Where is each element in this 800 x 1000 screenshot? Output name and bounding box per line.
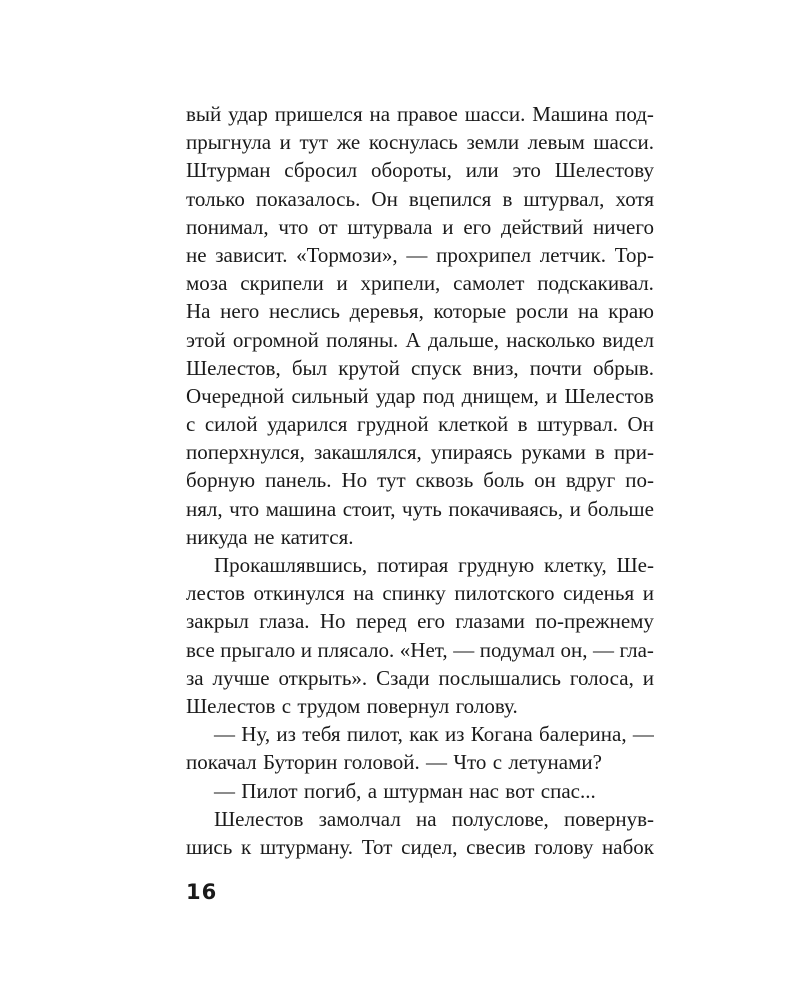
- body-text: [186, 100, 654, 861]
- text-line: лестов откинулся на спинку пилотского сиденья и: [186, 581, 654, 606]
- text-line: покачал Буторин головой. — Что с летунами?: [186, 750, 602, 775]
- text-line: этой огромной поляны. А дальше, насколько видел: [186, 327, 654, 352]
- text-line: за лучше открыть». Сзади послышались голоса, и: [186, 665, 654, 690]
- text-line: закрыл глаза. Но перед его глазами по-прежнему: [186, 609, 654, 634]
- text-line: моза скрипели и хрипели, самолет подскакивал.: [186, 271, 654, 296]
- text-line: понимал, что от штурвала и его действий ничего: [186, 214, 654, 239]
- text-line: Шелестов замолчал на полуслове, повернув-: [214, 806, 654, 831]
- text-line: На него неслись деревья, которые росли на краю: [186, 299, 654, 324]
- text-line: с силой ударился грудной клеткой в штурвал. Он: [186, 412, 654, 437]
- text-line: вый удар пришелся на правое шасси. Машина под-: [186, 102, 654, 126]
- text-line: только показалось. Он вцепился в штурвал, хотя: [186, 186, 654, 211]
- text-line: Прокашлявшись, потирая грудную клетку, Ше-: [214, 553, 654, 577]
- text-line: Шелестов, был крутой спуск вниз, почти обрыв.: [186, 355, 654, 380]
- text-line: нял, что машина стоит, чуть покачиваясь, и больше: [186, 496, 654, 521]
- text-line: поперхнулся, закашлялся, упираясь руками в при-: [186, 440, 654, 465]
- text-line: никуда не катится.: [186, 524, 354, 549]
- text-line: не зависит. «Тормози», — прохрипел летчик. Тор-: [186, 242, 654, 267]
- text-line: Очередной сильный удар под днищем, и Шелестов: [186, 383, 654, 408]
- text-line: шись к штурману. Тот сидел, свесив голову набок: [186, 834, 654, 859]
- text-line: Штурман сбросил обороты, или это Шелестову: [186, 158, 654, 183]
- text-line: прыгнула и тут же коснулась земли левым шасси.: [186, 130, 654, 155]
- page-number: 16: [186, 880, 218, 904]
- text-line: все прыгало и плясало. «Нет, — подумал он, — гла-: [186, 637, 654, 662]
- text-line: — Пилот погиб, а штурман нас вот спас...: [214, 778, 596, 803]
- text-line: борную панель. Но тут сквозь боль он вдруг по-: [186, 468, 654, 493]
- text-line: — Ну, из тебя пилот, как из Когана балерина, —: [214, 722, 654, 747]
- text-line: Шелестов с трудом повернул голову.: [186, 693, 518, 718]
